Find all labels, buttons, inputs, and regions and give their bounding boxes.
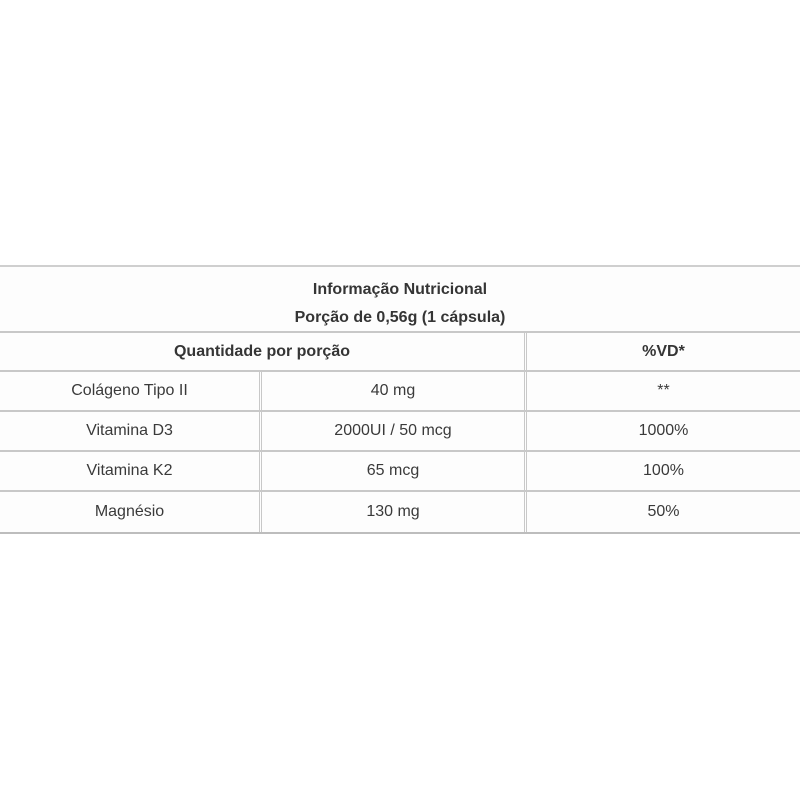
nutrient-daily-value: 1000% (638, 422, 689, 439)
nutrient-name: Vitamina K2 (0, 452, 262, 490)
nutrient-amount: 2000UI / 50 mcg (262, 412, 527, 450)
quantity-per-serving-header: Quantidade por porção (0, 333, 527, 370)
serving-size: Porção de 0,56g (1 cápsula) (294, 309, 506, 326)
nutrient-name: Magnésio (0, 492, 262, 532)
daily-value-header: %VD* (642, 342, 685, 360)
table-row (0, 492, 800, 532)
nutrient-amount: 130 mg (262, 492, 527, 532)
nutrient-daily-value: 50% (647, 503, 680, 520)
table-title: Informação Nutricional (312, 281, 488, 298)
table-row (0, 452, 800, 492)
nutrient-name: Colágeno Tipo II (0, 372, 262, 410)
nutrient-amount: 65 mcg (262, 452, 527, 490)
table-row (0, 412, 800, 452)
table-header-row (0, 333, 800, 372)
nutrient-amount: 40 mg (262, 372, 527, 410)
table-title-block (0, 267, 800, 333)
nutrient-daily-value: ** (657, 382, 670, 399)
nutrient-daily-value: 100% (643, 462, 684, 479)
nutrition-facts-table (0, 265, 800, 534)
table-row (0, 372, 800, 412)
nutrient-name: Vitamina D3 (0, 412, 262, 450)
